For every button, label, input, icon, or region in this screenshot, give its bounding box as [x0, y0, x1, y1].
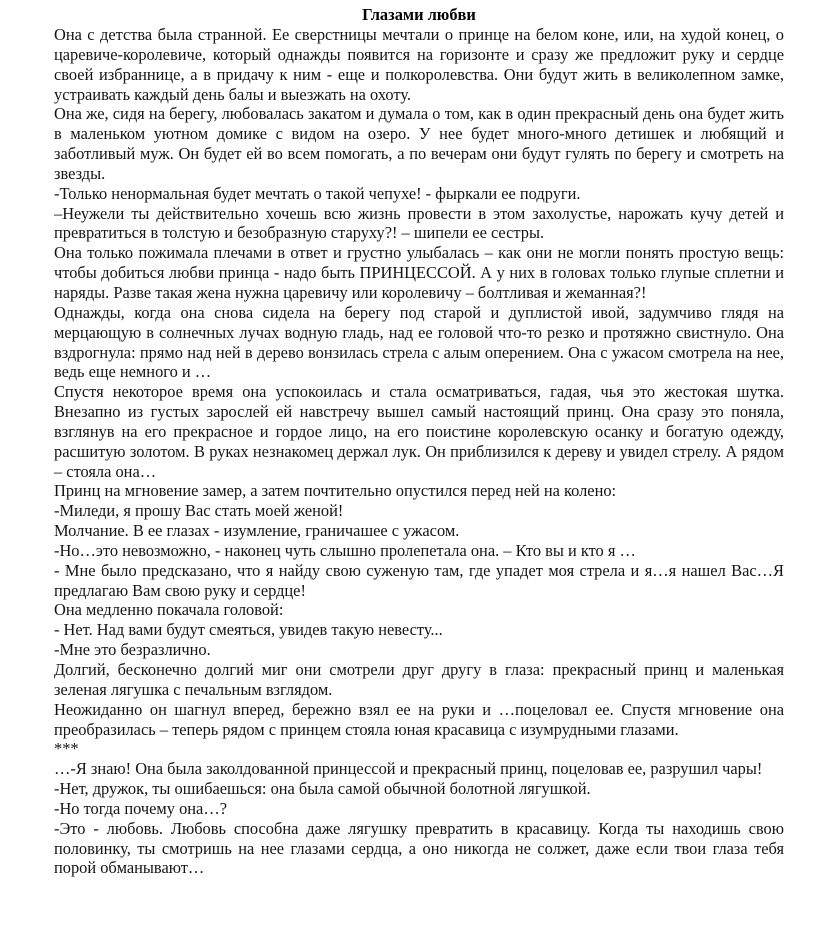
- paragraph: Она только пожимала плечами в ответ и грустно улыбалась – как они не могли понять простую вещь: чтобы добиться любви принца - надо быть ПРИНЦЕССОЙ. А у них в головах только глупые сплетни и наряды. Разве такая жена нужна царевичу или королевичу – болтливая и жеманная?!: [54, 243, 784, 302]
- paragraph: -Но тогда почему она…?: [54, 798, 227, 818]
- document-page: [54, 5, 784, 878]
- paragraph: Спустя некоторое время она успокоилась и стала осматриваться, гадая, чья это жестокая шутка. Внезапно из густых зарослей ей навстречу вышел самый настоящий принц. Она сразу это поняла, взглянув на его прекрасное и гордое лицо, на его поистине королевскую осанку и богатую одежду, расшитую золотом. В руках незнакомец держал лук. Он приблизился к дереву и увидел стрелу. А рядом – стояла она…: [54, 382, 784, 481]
- paragraph: Принц на мгновение замер, а затем почтительно опустился перед ней на колено:: [54, 481, 617, 501]
- paragraph: Она с детства была странной. Ее сверстницы мечтали о принце на белом коне, или, на худой конец, о царевиче-королевиче, который однажды появится на горизонте и сразу же предложит руку и сердце своей избраннице, а в придачу к ним - еще и полкоролевства. Они будут жить в великолепном замке, устраивать каждый день балы и выезжать на охоту.: [54, 25, 784, 104]
- paragraph: Долгий, бесконечно долгий миг они смотрели друг другу в глаза: прекрасный принц и маленькая зеленая лягушка с печальным взглядом.: [54, 660, 784, 699]
- paragraph: -Миледи, я прошу Вас стать моей женой!: [54, 501, 344, 521]
- paragraph: - Мне было предсказано, что я найду свою суженую там, где упадет моя стрела и я…я нашел Вас…Я предлагаю Вам свою руку и сердце!: [54, 560, 784, 600]
- paragraph: Молчание. В ее глазах - изумление, граничашее с ужасом.: [54, 521, 460, 541]
- paragraph: -Это - любовь. Любовь способна даже лягушку превратить в красавицу. Когда ты находишь свою половинку, ты смотришь на нее глазами сердца, а оно никогда не солжет, даже если твои глаза тебя порой обманывают…: [54, 818, 784, 878]
- paragraph: -Мне это безразлично.: [54, 640, 211, 660]
- paragraph: Она медленно покачала головой:: [54, 600, 284, 620]
- paragraph: Она же, сидя на берегу, любовалась закатом и думала о том, как в один прекрасный день она будет жить в маленьком уютном домике с видом на озеро. У нее будет много-много детишек и любящий и заботливый муж. Он будет ей во всем помогать, а по вечерам они будут гулять по берегу и смотреть на звезды.: [54, 104, 784, 183]
- paragraph: Неожиданно он шагнул вперед, бережно взял ее на руки и …поцеловал ее. Спустя мгновение она преобразилась – теперь рядом с принцем стояла юная красавица с изумрудными глазами.: [54, 699, 784, 739]
- paragraph: -Только ненормальная будет мечтать о такой чепухе! - фыркали ее подруги.: [54, 183, 581, 203]
- document-title: Глазами любви: [362, 5, 476, 24]
- paragraph: Однажды, когда она снова сидела на берегу под старой и дуплистой ивой, задумчиво глядя на мерцающую в солнечных лучах водную гладь, над ее головой что-то резко и протяжно свистнуло. Она вздрогнула: прямо над ней в дерево вонзилась стрела с алым оперением. Она с ужасом смотрела на нее, ведь еще немного и …: [54, 302, 784, 382]
- paragraph: -Но…это невозможно, - наконец чуть слышно пролепетала она. – Кто вы и кто я …: [54, 540, 636, 560]
- paragraph: …-Я знаю! Она была заколдованной принцессой и прекрасный принц, поцеловав ее, разрушил чары!: [54, 759, 763, 779]
- section-separator: ***: [54, 739, 79, 759]
- paragraph: -Нет, дружок, ты ошибаешься: она была самой обычной болотной лягушкой.: [54, 779, 591, 799]
- paragraph: - Нет. Над вами будут смеяться, увидев такую невесту...: [54, 620, 443, 640]
- paragraph: –Неужели ты действительно хочешь всю жизнь провести в этом захолустье, нарожать кучу детей и превратиться в толстую и безобразную старуху?! – шипели ее сестры.: [54, 203, 784, 243]
